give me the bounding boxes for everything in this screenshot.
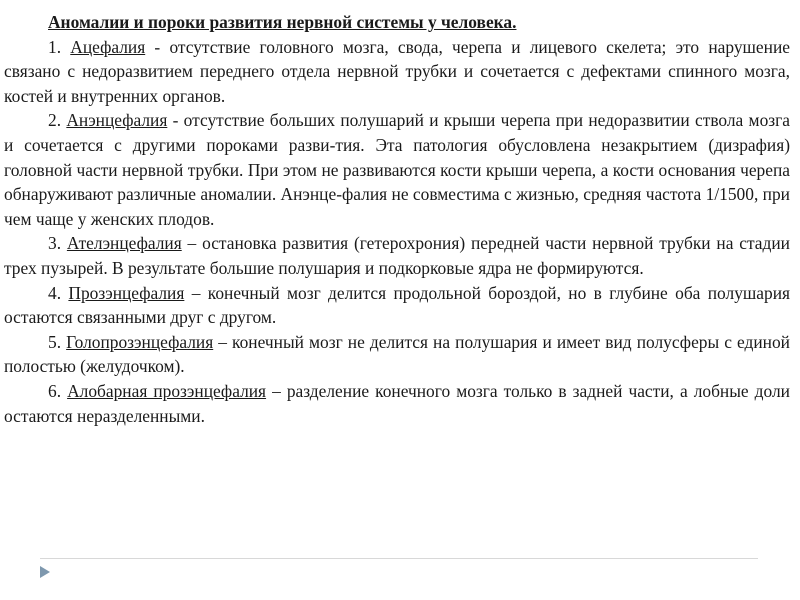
item-term: Прозэнцефалия bbox=[68, 282, 185, 303]
item-text: – конечный мозг делится продольной бороздой, но в глубине оба полушария остаются связанными друг с другом. bbox=[4, 282, 790, 328]
item-number: 4. bbox=[48, 282, 62, 303]
item-term: Алобарная прозэнцефалия bbox=[67, 380, 267, 401]
item-term: Анэнцефалия bbox=[66, 110, 168, 131]
list-item bbox=[4, 281, 790, 330]
page-title: Аномалии и пороки развития нервной системы у человека. bbox=[48, 12, 517, 32]
item-text: – разделение конечного мозга только в задней части, а лобные доли остаются неразделенными. bbox=[4, 380, 790, 426]
item-text: - отсутствие головного мозга, свода, черепа и лицевого скелета; это нарушение связано с недоразвитием переднего отдела нервной трубки и сочетается с дефектами спинного мозга, костей и внутренних органов. bbox=[4, 36, 790, 106]
item-number: 2. bbox=[48, 110, 62, 131]
item-text: – конечный мозг не делится на полушария и имеет вид полусферы с единой полостью (желудочком). bbox=[4, 331, 790, 377]
slide-content bbox=[4, 10, 790, 428]
item-text: – остановка развития (гетерохрония) передней части нервной трубки на стадии трех пузырей. В результате большие полушария и подкорковые ядра не формируются. bbox=[4, 233, 790, 278]
list-item bbox=[4, 108, 790, 231]
item-number: 5. bbox=[48, 331, 62, 352]
list-item bbox=[4, 35, 790, 109]
item-term: Ацефалия bbox=[70, 36, 146, 57]
triangle-right-icon bbox=[40, 566, 50, 578]
list-item bbox=[4, 231, 790, 280]
item-term: Голопрозэнцефалия bbox=[66, 331, 214, 352]
item-number: 3. bbox=[48, 233, 62, 254]
list-item bbox=[4, 379, 790, 428]
item-text: - отсутствие больших полушарий и крыши черепа при недоразвитии ствола мозга и сочетается с другими пороками разви-тия. Эта патология обусловлена незакрытием (дизрафия) головной части нервной трубки. При этом не развиваются кости крыши черепа, а кости основания черепа обнаруживают различные аномалии. Анэнце-фалия не совместима с жизнью, средняя частота 1/1500, при чем чаще у женских плодов. bbox=[4, 110, 790, 229]
item-number: 6. bbox=[48, 380, 62, 401]
item-term: Ателэнцефалия bbox=[66, 233, 182, 254]
item-number: 1. bbox=[48, 36, 62, 57]
footer-divider bbox=[40, 558, 758, 559]
list-item bbox=[4, 330, 790, 379]
